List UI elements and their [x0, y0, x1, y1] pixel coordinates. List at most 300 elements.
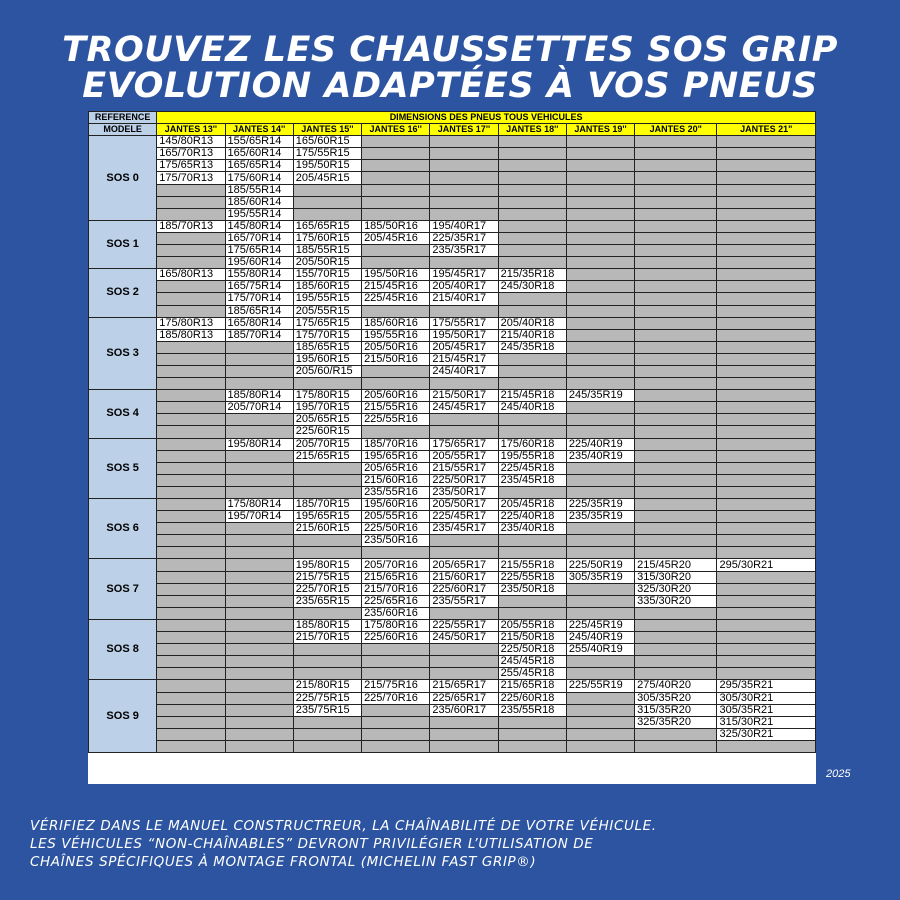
model-cell: SOS 8 — [89, 619, 157, 679]
tire-size-cell: 205/55R18 — [498, 619, 566, 631]
empty-cell — [566, 704, 634, 716]
empty-cell — [157, 595, 225, 607]
empty-cell — [157, 632, 225, 644]
empty-cell — [225, 450, 293, 462]
empty-cell — [717, 257, 816, 269]
table-row — [89, 668, 816, 680]
empty-cell — [566, 281, 634, 293]
empty-cell — [566, 136, 634, 148]
tire-size-cell: 205/65R17 — [430, 559, 498, 571]
tire-size-cell: 225/70R16 — [362, 692, 430, 704]
empty-cell — [498, 740, 566, 752]
tire-size-cell: 205/50R17 — [430, 499, 498, 511]
empty-cell — [293, 208, 361, 220]
tire-size-cell: 195/45R17 — [430, 269, 498, 281]
tire-size-cell: 225/40R18 — [498, 511, 566, 523]
table-row — [89, 402, 816, 414]
tire-size-cell: 185/70R15 — [293, 499, 361, 511]
empty-cell — [566, 208, 634, 220]
empty-cell — [566, 184, 634, 196]
tire-size-cell: 225/35R17 — [430, 232, 498, 244]
empty-cell — [498, 353, 566, 365]
tire-size-cell: 215/55R16 — [362, 402, 430, 414]
tire-size-cell: 295/35R21 — [717, 680, 816, 692]
empty-cell — [566, 535, 634, 547]
tire-size-cell: 245/45R17 — [430, 402, 498, 414]
empty-cell — [717, 148, 816, 160]
empty-cell — [498, 172, 566, 184]
empty-cell — [430, 656, 498, 668]
tire-size-cell: 155/70R15 — [293, 269, 361, 281]
tire-size-cell: 225/60R15 — [293, 426, 361, 438]
tire-size-cell: 255/40R19 — [566, 644, 634, 656]
empty-cell — [157, 644, 225, 656]
empty-cell — [157, 184, 225, 196]
empty-cell — [293, 196, 361, 208]
tire-size-cell: 325/30R20 — [635, 583, 717, 595]
empty-cell — [566, 462, 634, 474]
tire-size-cell: 225/55R19 — [566, 680, 634, 692]
empty-cell — [566, 148, 634, 160]
empty-cell — [157, 486, 225, 498]
empty-cell — [566, 402, 634, 414]
empty-cell — [717, 450, 816, 462]
empty-cell — [430, 184, 498, 196]
empty-cell — [717, 293, 816, 305]
tire-size-cell: 245/35R19 — [566, 390, 634, 402]
table-row — [89, 583, 816, 595]
empty-cell — [717, 607, 816, 619]
tire-size-cell: 225/50R18 — [498, 644, 566, 656]
tire-size-cell: 225/65R17 — [430, 692, 498, 704]
tire-size-cell: 225/70R15 — [293, 583, 361, 595]
tire-size-cell: 185/55R15 — [293, 245, 361, 257]
empty-cell — [635, 184, 717, 196]
tire-size-cell: 315/30R21 — [717, 716, 816, 728]
table-row — [89, 450, 816, 462]
tire-size-cell: 175/70R13 — [157, 172, 225, 184]
empty-cell — [566, 692, 634, 704]
tire-size-cell: 165/60R14 — [225, 148, 293, 160]
table-row — [89, 293, 816, 305]
empty-cell — [498, 160, 566, 172]
empty-cell — [157, 559, 225, 571]
table-row — [89, 740, 816, 752]
empty-cell — [430, 716, 498, 728]
tire-size-cell: 195/65R15 — [293, 511, 361, 523]
tire-size-cell: 175/60R15 — [293, 232, 361, 244]
empty-cell — [225, 595, 293, 607]
table-row — [89, 571, 816, 583]
tire-size-cell: 205/55R15 — [293, 305, 361, 317]
tire-size-cell: 225/55R16 — [362, 414, 430, 426]
empty-cell — [717, 220, 816, 232]
reference-header: REFERENCE — [89, 112, 157, 124]
empty-cell — [225, 704, 293, 716]
tire-size-cell: 205/55R16 — [362, 511, 430, 523]
tire-size-cell: 235/50R17 — [430, 486, 498, 498]
empty-cell — [293, 184, 361, 196]
empty-cell — [717, 632, 816, 644]
empty-cell — [157, 740, 225, 752]
empty-cell — [566, 305, 634, 317]
empty-cell — [635, 607, 717, 619]
empty-cell — [498, 426, 566, 438]
tire-size-cell: 215/65R17 — [430, 680, 498, 692]
empty-cell — [717, 390, 816, 402]
empty-cell — [225, 341, 293, 353]
empty-cell — [430, 160, 498, 172]
tire-size-cell: 205/60/R15 — [293, 365, 361, 377]
tire-size-cell: 145/80R14 — [225, 220, 293, 232]
empty-cell — [430, 172, 498, 184]
empty-cell — [717, 656, 816, 668]
empty-cell — [157, 232, 225, 244]
empty-cell — [157, 378, 225, 390]
tire-size-cell: 225/40R19 — [566, 438, 634, 450]
tire-size-cell: 215/35R18 — [498, 269, 566, 281]
empty-cell — [362, 196, 430, 208]
tire-size-cell: 155/65R14 — [225, 136, 293, 148]
empty-cell — [635, 740, 717, 752]
tire-size-cell: 235/55R18 — [498, 704, 566, 716]
empty-cell — [157, 668, 225, 680]
tire-size-cell: 195/70R15 — [293, 402, 361, 414]
empty-cell — [157, 353, 225, 365]
empty-cell — [157, 607, 225, 619]
tire-size-cell: 195/40R17 — [430, 220, 498, 232]
empty-cell — [566, 414, 634, 426]
table-row — [89, 196, 816, 208]
empty-cell — [498, 414, 566, 426]
empty-cell — [498, 257, 566, 269]
empty-cell — [498, 232, 566, 244]
empty-cell — [635, 474, 717, 486]
empty-cell — [717, 208, 816, 220]
rim-header: JANTES 21" — [717, 124, 816, 136]
tire-size-cell: 185/70R16 — [362, 438, 430, 450]
empty-cell — [430, 196, 498, 208]
empty-cell — [293, 462, 361, 474]
empty-cell — [157, 196, 225, 208]
table-row — [89, 704, 816, 716]
tire-size-cell: 215/50R17 — [430, 390, 498, 402]
empty-cell — [566, 365, 634, 377]
empty-cell — [566, 740, 634, 752]
empty-cell — [498, 220, 566, 232]
empty-cell — [225, 644, 293, 656]
empty-cell — [717, 426, 816, 438]
empty-cell — [717, 160, 816, 172]
tire-size-cell: 165/80R14 — [225, 317, 293, 329]
tire-size-cell: 215/60R15 — [293, 523, 361, 535]
empty-cell — [635, 402, 717, 414]
table-row — [89, 148, 816, 160]
table-row — [89, 426, 816, 438]
empty-cell — [362, 160, 430, 172]
page-title-line-1: TROUVEZ LES CHAUSSETTES SOS GRIP — [62, 30, 838, 70]
empty-cell — [566, 426, 634, 438]
empty-cell — [635, 208, 717, 220]
empty-cell — [635, 426, 717, 438]
empty-cell — [635, 390, 717, 402]
empty-cell — [566, 293, 634, 305]
tire-size-cell: 235/50R18 — [498, 583, 566, 595]
empty-cell — [157, 462, 225, 474]
empty-cell — [362, 208, 430, 220]
tire-size-cell: 195/55R18 — [498, 450, 566, 462]
tire-size-cell: 275/40R20 — [635, 680, 717, 692]
tire-size-cell: 215/65R18 — [498, 680, 566, 692]
tire-size-cell: 205/70R15 — [293, 438, 361, 450]
empty-cell — [225, 740, 293, 752]
tire-size-cell: 195/60R15 — [293, 353, 361, 365]
empty-cell — [498, 245, 566, 257]
tire-size-cell: 205/45R17 — [430, 341, 498, 353]
empty-cell — [430, 378, 498, 390]
empty-cell — [430, 535, 498, 547]
empty-cell — [157, 245, 225, 257]
tire-size-cell: 225/60R17 — [430, 583, 498, 595]
empty-cell — [717, 644, 816, 656]
tire-size-cell: 225/50R19 — [566, 559, 634, 571]
tire-size-cell: 315/35R20 — [635, 704, 717, 716]
table-row — [89, 486, 816, 498]
table-row — [89, 535, 816, 547]
rim-header: JANTES 13'' — [157, 124, 225, 136]
empty-cell — [225, 474, 293, 486]
table-row — [89, 607, 816, 619]
rim-header: JANTES 16'' — [362, 124, 430, 136]
empty-cell — [566, 220, 634, 232]
empty-cell — [717, 547, 816, 559]
empty-cell — [157, 390, 225, 402]
tire-size-cell: 205/65R15 — [293, 414, 361, 426]
tire-size-cell: 205/40R18 — [498, 317, 566, 329]
table-row — [89, 632, 816, 644]
empty-cell — [293, 535, 361, 547]
tire-size-cell: 235/60R16 — [362, 607, 430, 619]
tire-size-cell: 215/70R15 — [293, 632, 361, 644]
empty-cell — [566, 583, 634, 595]
empty-cell — [498, 305, 566, 317]
tire-size-cell: 215/40R17 — [430, 293, 498, 305]
rim-header: JANTES 20" — [635, 124, 717, 136]
empty-cell — [157, 511, 225, 523]
tire-size-cell: 235/40R19 — [566, 450, 634, 462]
tire-size-cell: 305/35R19 — [566, 571, 634, 583]
empty-cell — [635, 281, 717, 293]
table-row — [89, 728, 816, 740]
tire-size-cell: 245/30R18 — [498, 281, 566, 293]
tire-size-cell: 255/45R18 — [498, 668, 566, 680]
tire-size-cell: 195/80R14 — [225, 438, 293, 450]
empty-cell — [157, 208, 225, 220]
tire-size-cell: 205/65R16 — [362, 462, 430, 474]
table-row — [89, 281, 816, 293]
table-row — [89, 329, 816, 341]
empty-cell — [635, 511, 717, 523]
note-line-2: LES VÉHICULES “NON-CHAÎNABLES” DEVRONT PRIVILÉGIER L’UTILISATION DE — [30, 836, 594, 852]
table-row — [89, 474, 816, 486]
empty-cell — [717, 329, 816, 341]
empty-cell — [362, 704, 430, 716]
tire-size-cell: 225/75R15 — [293, 692, 361, 704]
empty-cell — [498, 595, 566, 607]
empty-cell — [566, 317, 634, 329]
empty-cell — [157, 547, 225, 559]
empty-cell — [498, 716, 566, 728]
empty-cell — [635, 232, 717, 244]
tire-size-cell: 215/55R18 — [498, 559, 566, 571]
tire-size-table — [88, 111, 816, 753]
empty-cell — [717, 740, 816, 752]
empty-cell — [362, 245, 430, 257]
tire-size-cell: 175/55R17 — [430, 317, 498, 329]
empty-cell — [498, 535, 566, 547]
table-body — [89, 136, 816, 753]
empty-cell — [717, 269, 816, 281]
tire-size-cell: 225/45R18 — [498, 462, 566, 474]
empty-cell — [430, 607, 498, 619]
tire-size-cell: 205/70R16 — [362, 559, 430, 571]
table-row — [89, 365, 816, 377]
tire-size-cell: 205/45R18 — [498, 499, 566, 511]
empty-cell — [225, 353, 293, 365]
empty-cell — [225, 462, 293, 474]
tire-size-cell: 305/30R21 — [717, 692, 816, 704]
empty-cell — [566, 547, 634, 559]
empty-cell — [635, 245, 717, 257]
empty-cell — [362, 716, 430, 728]
tire-size-cell: 225/60R18 — [498, 692, 566, 704]
tire-size-cell: 175/70R14 — [225, 293, 293, 305]
empty-cell — [157, 583, 225, 595]
empty-cell — [498, 148, 566, 160]
model-cell: SOS 6 — [89, 499, 157, 559]
table-row — [89, 414, 816, 426]
table-row — [89, 172, 816, 184]
tire-size-cell: 305/35R20 — [635, 692, 717, 704]
tire-size-cell: 225/45R19 — [566, 619, 634, 631]
empty-cell — [430, 257, 498, 269]
tire-size-cell: 215/75R16 — [362, 680, 430, 692]
empty-cell — [635, 619, 717, 631]
tire-size-cell: 245/40R17 — [430, 365, 498, 377]
tire-size-cell: 215/45R20 — [635, 559, 717, 571]
tire-size-cell: 195/55R14 — [225, 208, 293, 220]
tire-size-cell: 245/50R17 — [430, 632, 498, 644]
empty-cell — [293, 656, 361, 668]
empty-cell — [635, 547, 717, 559]
empty-cell — [717, 365, 816, 377]
empty-cell — [225, 632, 293, 644]
empty-cell — [362, 257, 430, 269]
tire-size-cell: 305/35R21 — [717, 704, 816, 716]
table-row — [89, 438, 816, 450]
empty-cell — [498, 607, 566, 619]
empty-cell — [225, 656, 293, 668]
empty-cell — [157, 692, 225, 704]
tire-size-cell: 245/45R18 — [498, 656, 566, 668]
empty-cell — [566, 172, 634, 184]
tire-size-cell: 205/45R16 — [362, 232, 430, 244]
tire-size-cell: 185/65R15 — [293, 341, 361, 353]
empty-cell — [362, 136, 430, 148]
empty-cell — [498, 547, 566, 559]
empty-cell — [362, 172, 430, 184]
table-row — [89, 220, 816, 232]
empty-cell — [566, 341, 634, 353]
table-row — [89, 499, 816, 511]
tire-size-cell: 195/50R17 — [430, 329, 498, 341]
tire-size-cell: 235/35R17 — [430, 245, 498, 257]
tire-size-cell: 195/50R16 — [362, 269, 430, 281]
rim-header: JANTES 19'' — [566, 124, 634, 136]
empty-cell — [717, 172, 816, 184]
empty-cell — [430, 644, 498, 656]
page-title-line-2: EVOLUTION ADAPTÉES À VOS PNEUS — [82, 66, 818, 106]
table-row — [89, 317, 816, 329]
empty-cell — [635, 644, 717, 656]
tire-size-cell: 215/70R16 — [362, 583, 430, 595]
tire-size-cell: 185/80R14 — [225, 390, 293, 402]
model-cell: SOS 7 — [89, 559, 157, 619]
empty-cell — [225, 607, 293, 619]
empty-cell — [225, 728, 293, 740]
empty-cell — [225, 619, 293, 631]
tire-size-cell: 215/50R16 — [362, 353, 430, 365]
empty-cell — [157, 535, 225, 547]
empty-cell — [635, 257, 717, 269]
empty-cell — [717, 402, 816, 414]
empty-cell — [566, 486, 634, 498]
tire-size-cell: 175/80R13 — [157, 317, 225, 329]
tire-size-cell: 175/65R13 — [157, 160, 225, 172]
empty-cell — [717, 245, 816, 257]
empty-cell — [566, 728, 634, 740]
tire-size-cell: 185/50R16 — [362, 220, 430, 232]
empty-cell — [430, 740, 498, 752]
tire-size-cell: 185/65R14 — [225, 305, 293, 317]
tire-size-cell: 215/45R17 — [430, 353, 498, 365]
empty-cell — [225, 486, 293, 498]
tire-size-cell: 215/80R15 — [293, 680, 361, 692]
empty-cell — [717, 462, 816, 474]
tire-size-cell: 325/30R21 — [717, 728, 816, 740]
tire-size-cell: 175/55R15 — [293, 148, 361, 160]
table-row — [89, 680, 816, 692]
empty-cell — [430, 305, 498, 317]
tire-size-cell: 195/55R15 — [293, 293, 361, 305]
empty-cell — [717, 414, 816, 426]
table-row — [89, 257, 816, 269]
empty-cell — [225, 535, 293, 547]
empty-cell — [566, 607, 634, 619]
empty-cell — [717, 317, 816, 329]
empty-cell — [717, 583, 816, 595]
empty-cell — [498, 728, 566, 740]
empty-cell — [157, 305, 225, 317]
empty-cell — [566, 716, 634, 728]
empty-cell — [157, 656, 225, 668]
tire-size-cell: 225/50R16 — [362, 523, 430, 535]
year-label: 2025 — [826, 768, 851, 780]
table-row — [89, 523, 816, 535]
tire-size-cell: 325/35R20 — [635, 716, 717, 728]
empty-cell — [225, 523, 293, 535]
tire-size-cell: 195/60R16 — [362, 499, 430, 511]
